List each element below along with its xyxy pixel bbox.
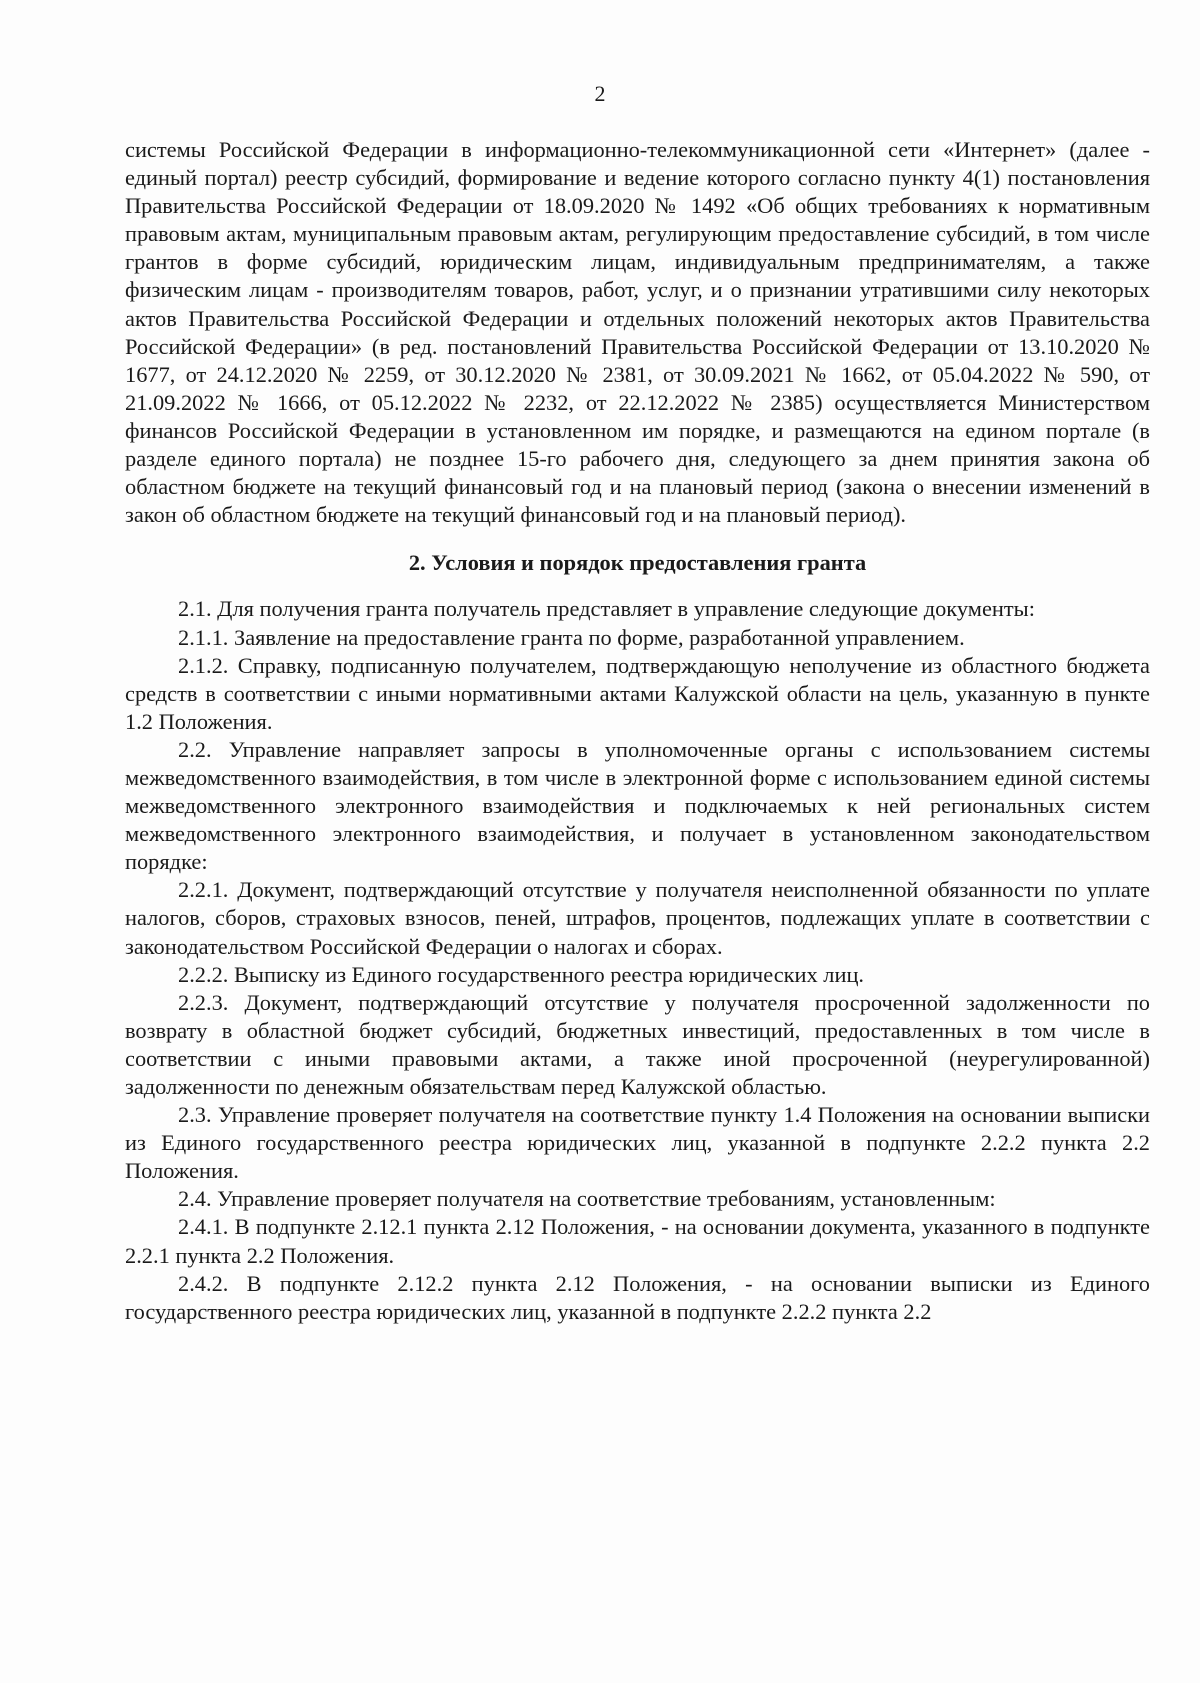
paragraph: 2.2.2. Выписку из Единого государственного реестра юридических лиц. xyxy=(178,961,865,987)
paragraph: 2.2. Управление направляет запросы в уполномоченные органы с использованием системы межведомственного взаимодействия, в том числе в электронной форме с использованием единой системы межведомственного электронного взаимодействия и подключаемых к ней региональных систем межведомственного электронного взаимодействия, и получает в установленном законодательством порядке: xyxy=(125,736,1150,875)
document-body xyxy=(125,136,1150,1326)
paragraph: 2.3. Управление проверяет получателя на соответствие пункту 1.4 Положения на основании выписки из Единого государственного реестра юридических лиц, указанной в подпункте 2.2.2 пункта 2.2 Положения. xyxy=(125,1102,1150,1184)
paragraph: 2.4. Управление проверяет получателя на соответствие требованиям, установленным: xyxy=(178,1186,996,1212)
paragraph: 2.4.1. В подпункте 2.12.1 пункта 2.12 Положения, - на основании документа, указанного в подпункте 2.2.1 пункта 2.2 Положения. xyxy=(125,1214,1150,1268)
section-heading: 2. Условия и порядок предоставления гранта xyxy=(408,550,867,576)
paragraph: 2.1. Для получения гранта получатель представляет в управление следующие документы: xyxy=(178,596,1035,622)
page-number: 2 xyxy=(594,81,606,106)
paragraph: 2.2.3. Документ, подтверждающий отсутствие у получателя просроченной задолженности по возврату в областной бюджет субсидий, бюджетных инвестиций, предоставленных в том числе в соответствии с иными правовыми актами, а также иной просроченной (неурегулированной) задолженности по денежным обязательствам перед Калужской областью. xyxy=(125,989,1150,1099)
paragraph: 2.2.1. Документ, подтверждающий отсутствие у получателя неисполненной обязанности по уплате налогов, сборов, страховых взносов, пеней, штрафов, процентов, подлежащих уплате в соответствии с законодательством Российской Федерации о налогах и сборах. xyxy=(125,877,1150,959)
paragraph: 2.1.2. Справку, подписанную получателем, подтверждающую неполучение из областного бюджета средств в соответствии с иными нормативными актами Калужской области на цель, указанную в пункте 1.2 Положения. xyxy=(125,652,1150,734)
paragraph: 2.1.1. Заявление на предоставление гранта по форме, разработанной управлением. xyxy=(178,624,965,650)
paragraph: 2.4.2. В подпункте 2.12.2 пункта 2.12 Положения, - на основании выписки из Единого государственного реестра юридических лиц, указанной в подпункте 2.2.2 пункта 2.2 xyxy=(125,1270,1150,1324)
paragraph: системы Российской Федерации в информационно-телекоммуникационной сети «Интернет» (далее - единый портал) реестр субсидий, формирование и ведение которого согласно пункту 4(1) постановления Правительства Российской Федерации от 18.09.2020 № 1492 «Об общих требованиях к нормативным правовым актам, муниципальным правовым актам, регулирующим предоставление субсидий, в том числе грантов в форме субсидий, юридическим лицам, индивидуальным предпринимателям, а также физическим лицам - производителям товаров, работ, услуг, и о признании утратившими силу некоторых актов Правительства Российской Федерации и отдельных положений некоторых актов Правительства Российской Федерации» (в ред. постановлений Правительства Российской Федерации от 13.10.2020 № 1677, от 24.12.2020 № 2259, от 30.12.2020 № 2381, от 30.09.2021 № 1662, от 05.04.2022 № 590, от 21.09.2022 № 1666, от 05.12.2022 № 2232, от 22.12.2022 № 2385) осуществляется Министерством финансов Российской Федерации в установленном им порядке, и размещаются на едином портале (в разделе единого портала) не позднее 15-го рабочего дня, следующего за днем принятия закона об областном бюджете на текущий финансовый год и на плановый период (закона о внесении изменений в закон об областном бюджете на текущий финансовый год и на плановый период). xyxy=(125,137,1150,528)
